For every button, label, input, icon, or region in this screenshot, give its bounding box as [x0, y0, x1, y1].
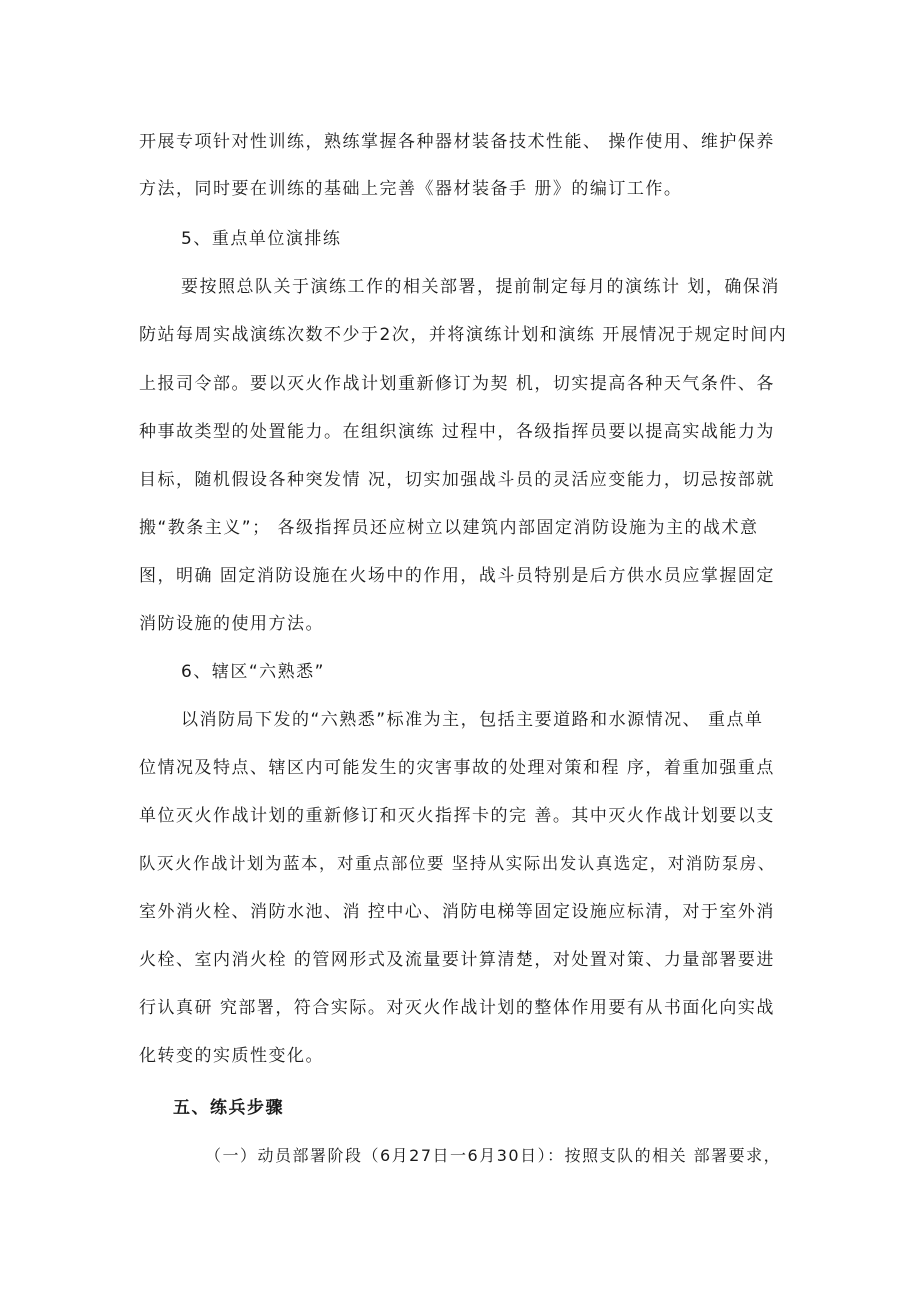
paragraph-line: 队灭火作战计划为蓝本，对重点部位要 坚持从实际出发认真选定，对消防泵房、 — [139, 854, 776, 873]
paragraph-line: 图，明确 固定消防设施在火场中的作用，战斗员特别是后方供水员应掌握固定 — [139, 566, 775, 586]
section-title-steps: 五、练兵步骤 — [173, 1098, 284, 1118]
paragraph-line: 消防设施的使用方法。 — [139, 614, 324, 634]
paragraph-line: 方法，同时要在训练的基础上完善《器材装备手 册》的编订工作。 — [139, 179, 683, 199]
section-heading-5: 5、重点单位演排练 — [181, 229, 342, 249]
paragraph-line: 种事故类型的处置能力。在组织演练 过程中，各级指挥员要以提高实战能力为 — [139, 422, 775, 442]
paragraph-line: 单位灭火作战计划的重新修订和灭火指挥卡的完 善。其中灭火作战计划要以支 — [139, 806, 775, 826]
paragraph-line: 行认真研 究部署，符合实际。对灭火作战计划的整体作用要有从书面化向实战 — [139, 998, 775, 1018]
section-heading-6: 6、辖区“六熟悉” — [181, 662, 325, 682]
paragraph-line: 搬“教条主义”； 各级指挥员还应树立以建筑内部固定消防设施为主的战术意 — [139, 518, 759, 538]
paragraph-line: 位情况及特点、辖区内可能发生的灾害事故的处理对策和程 序，着重加强重点 — [139, 758, 775, 778]
paragraph-line: 开展专项针对性训练，熟练掌握各种器材装备技术性能、 操作使用、维护保养 — [139, 132, 775, 152]
paragraph-line: 防站每周实战演练次数不少于2次，并将演练计划和演练 开展情况于规定时间内 — [139, 325, 788, 345]
paragraph-line: 要按照总队关于演练工作的相关部署，提前制定每月的演练计 划，确保消 — [181, 277, 780, 297]
paragraph-line: 目标，随机假设各种突发情 况，切实加强战斗员的灵活应变能力，切忌按部就 — [139, 470, 775, 490]
paragraph-line: 以消防局下发的“六熟悉”标准为主，包括主要道路和水源情况、 重点单 — [181, 710, 764, 730]
paragraph-line: 化转变的实质性变化。 — [139, 1046, 324, 1066]
paragraph-line: 火栓、室内消火栓 的管网形式及流量要计算清楚，对处置对策、力量部署要进 — [139, 950, 775, 970]
paragraph-line: 上报司令部。要以灭火作战计划重新修订为契 机，切实提高各种天气条件、各 — [139, 374, 775, 394]
paragraph-line: 室外消火栓、消防水池、消 控中心、消防电梯等固定设施应标清，对于室外消 — [139, 902, 775, 922]
paragraph-line: （一）动员部署阶段（6月27日一6月30日）：按照支队的相关 部署要求， — [205, 1146, 782, 1165]
